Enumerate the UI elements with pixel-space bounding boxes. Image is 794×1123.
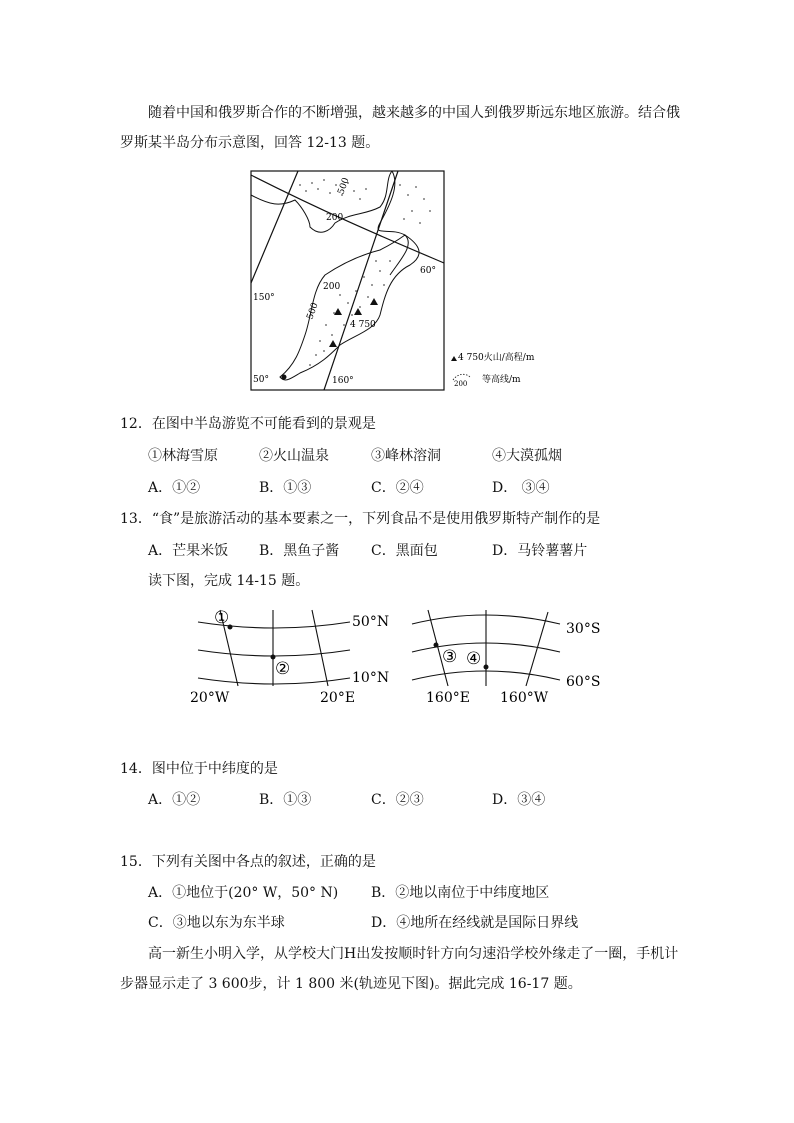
contour-label-500-top: 500	[336, 176, 352, 197]
lat-30s: 30°S	[566, 621, 601, 637]
graticule-maps	[180, 600, 640, 720]
q12-item-1: ①林海雪原	[148, 448, 218, 464]
q13-option-c[interactable]: C．黑面包	[371, 543, 438, 559]
q14-option-a[interactable]: A．①②	[148, 792, 201, 808]
q13-stem: 13．“食”是旅游活动的基本要素之一，下列食品不是使用俄罗斯特产制作的是	[120, 511, 601, 527]
legend-contour	[453, 373, 521, 388]
lat-label-50: 50°	[253, 375, 269, 385]
contour-label-500-mid: 500	[305, 301, 321, 322]
peninsula-tip-dot	[282, 375, 287, 380]
lat-50n: 50°N	[352, 614, 390, 630]
right-graticule	[412, 610, 560, 686]
intro-16-17-line-2: 步器显示走了 3 600步，计 1 800 米(轨迹见下图)。据此完成 16-17 题。	[120, 976, 582, 992]
intro-line-1: 随着中国和俄罗斯合作的不断增强，越来越多的中国人到俄罗斯远东地区旅游。结合俄	[148, 105, 680, 121]
q15-stem: 15．下列有关图中各点的叙述，正确的是	[120, 854, 376, 870]
lat-label-60: 60°	[420, 266, 436, 276]
contour-label-200-mid: 200	[323, 282, 341, 292]
svg-text:4 750火山/高程/m: 4 750火山/高程/m	[458, 353, 535, 363]
lon-160w: 160°W	[500, 690, 549, 706]
q15-option-b[interactable]: B．②地以南位于中纬度地区	[371, 885, 550, 901]
coastline-north	[251, 171, 392, 232]
q12-item-2: ②火山温泉	[259, 448, 329, 464]
lat-10n: 10°N	[352, 670, 390, 686]
lon-label-150: 150°	[253, 293, 275, 303]
point-3-dot	[434, 643, 439, 648]
q15-option-a[interactable]: A．①地位于(20° W，50° N)	[148, 885, 339, 901]
contour-dots	[299, 179, 431, 366]
elevation-label: 4 750	[350, 320, 376, 330]
q13-option-a[interactable]: A．芒果米饭	[148, 543, 229, 559]
lon-20e: 20°E	[320, 690, 356, 706]
peninsula-outline	[280, 235, 419, 380]
legend-volcano	[451, 351, 535, 363]
q14-stem: 14．图中位于中纬度的是	[120, 761, 278, 777]
q12-stem: 12．在图中半岛游览不可能看到的景观是	[120, 416, 376, 432]
q13-option-b[interactable]: B．黑鱼子酱	[259, 543, 340, 559]
lat-60s: 60°S	[566, 674, 601, 690]
lon-20w: 20°W	[190, 690, 230, 706]
peninsula-map	[240, 165, 560, 395]
q14-option-c[interactable]: C．②③	[371, 792, 424, 808]
svg-text:等高线/m: 等高线/m	[482, 375, 521, 385]
point-2-label: ②	[275, 659, 291, 679]
q12-option-a[interactable]: A．①②	[148, 480, 201, 496]
q12-option-c[interactable]: C．②④	[371, 480, 424, 496]
svg-text:200: 200	[454, 380, 468, 388]
point-3-label: ③	[442, 647, 458, 667]
q14-option-d[interactable]: D．③④	[492, 792, 546, 808]
intro-16-17-line-1: 高一新生小明入学，从学校大门H出发按顺时针方向匀速沿学校外缘走了一圈，手机计	[148, 946, 679, 962]
q15-option-c[interactable]: C．③地以东为东半球	[148, 915, 285, 931]
lon-label-160: 160°	[332, 376, 354, 386]
q12-option-d[interactable]: D． ③④	[492, 480, 550, 496]
intro-line-2: 罗斯某半岛分布示意图，回答 12-13 题。	[120, 135, 380, 151]
meridian-160	[324, 171, 398, 390]
meridian-150	[251, 171, 298, 283]
intro-14-15: 读下图，完成 14-15 题。	[148, 573, 310, 589]
point-4-label: ④	[466, 649, 482, 669]
point-1-label: ①	[214, 608, 230, 628]
contour-label-200-top: 200	[326, 213, 344, 223]
q12-option-b[interactable]: B．①③	[259, 480, 312, 496]
q13-option-d[interactable]: D．马铃薯薯片	[492, 543, 588, 559]
point-4-dot	[484, 665, 489, 670]
q15-option-d[interactable]: D．④地所在经线就是国际日界线	[371, 915, 579, 931]
q12-item-4: ④大漠孤烟	[492, 448, 562, 464]
q12-item-3: ③峰林溶洞	[371, 448, 441, 464]
q14-option-b[interactable]: B．①③	[259, 792, 312, 808]
lon-160e: 160°E	[426, 690, 470, 706]
